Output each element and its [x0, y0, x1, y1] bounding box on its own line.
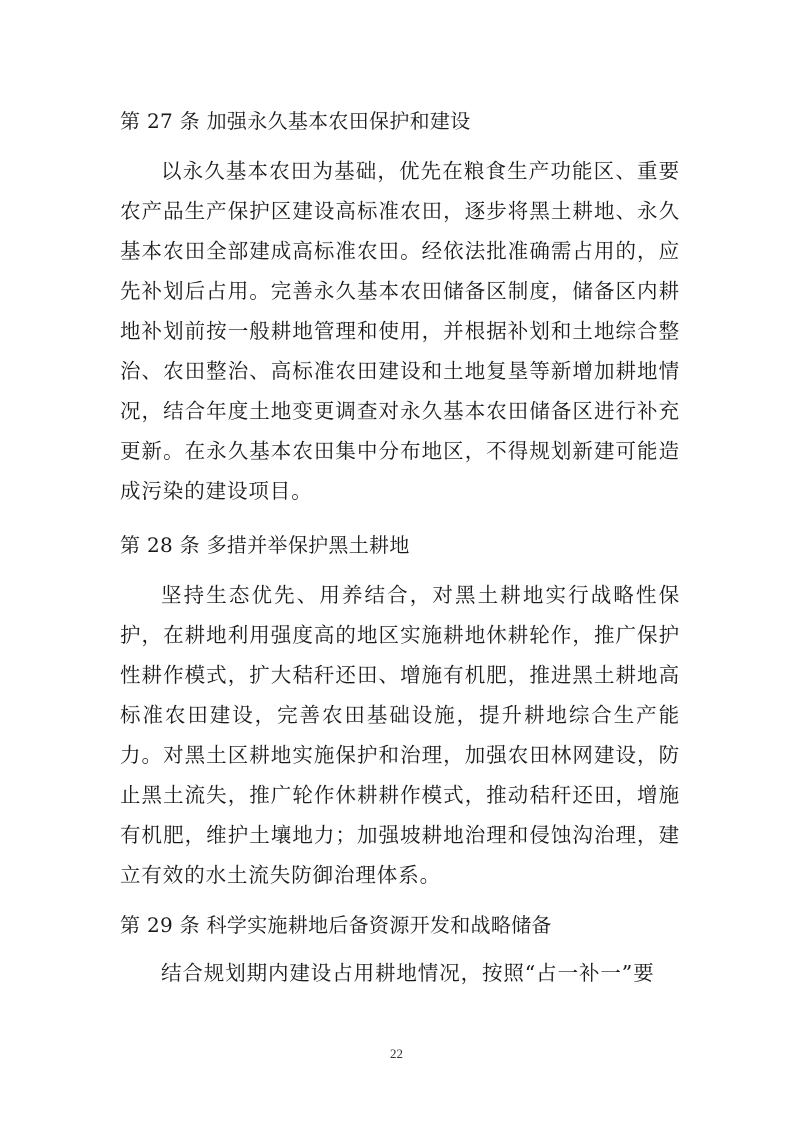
page-number: 22 — [390, 1046, 403, 1061]
article-27-heading: 第 27 条 加强永久基本农田保护和建设 — [120, 109, 471, 133]
article-29-heading: 第 29 条 科学实施耕地后备资源开发和战略储备 — [120, 913, 552, 937]
article-29-body: 结合规划期内建设占用耕地情况，按照“占一补一”要 — [161, 961, 655, 985]
article-27-body: 以永久基本农田为基础，优先在粮食生产功能区、重要农产品生产保护区建设高标准农田，逐步将黑土耕地、永久基本农田全部建成高标准农田。经依法批准确需占用的，应先补划后占用。完善永久基本农田储备区制度，储备区内耕地补划前按一般耕地管理和使用，并根据补划和土地综合整治、农田整治、高标准农田建设和土地复垦等新增加耕地情况，结合年度土地变更调查对永久基本农田储备区进行补充更新。在永久基本农田集中分布地区，不得规划新建可能造成污染的建设项目。 — [120, 159, 680, 503]
article-28-heading: 第 28 条 多措并举保护黑土耕地 — [120, 533, 410, 557]
article-28-body: 坚持生态优先、用养结合，对黑土耕地实行战略性保护，在耕地利用强度高的地区实施耕地休耕轮作，推广保护性耕作模式，扩大秸秆还田、增施有机肥，推进黑土耕地高标准农田建设，完善农田基础设施，提升耕地综合生产能力。对黑土区耕地实施保护和治理，加强农田林网建设，防止黑土流失，推广轮作休耕耕作模式，推动秸秆还田，增施有机肥，维护土壤地力；加强坡耕地治理和侵蚀沟治理，建立有效的水土流失防御治理体系。 — [120, 583, 680, 887]
